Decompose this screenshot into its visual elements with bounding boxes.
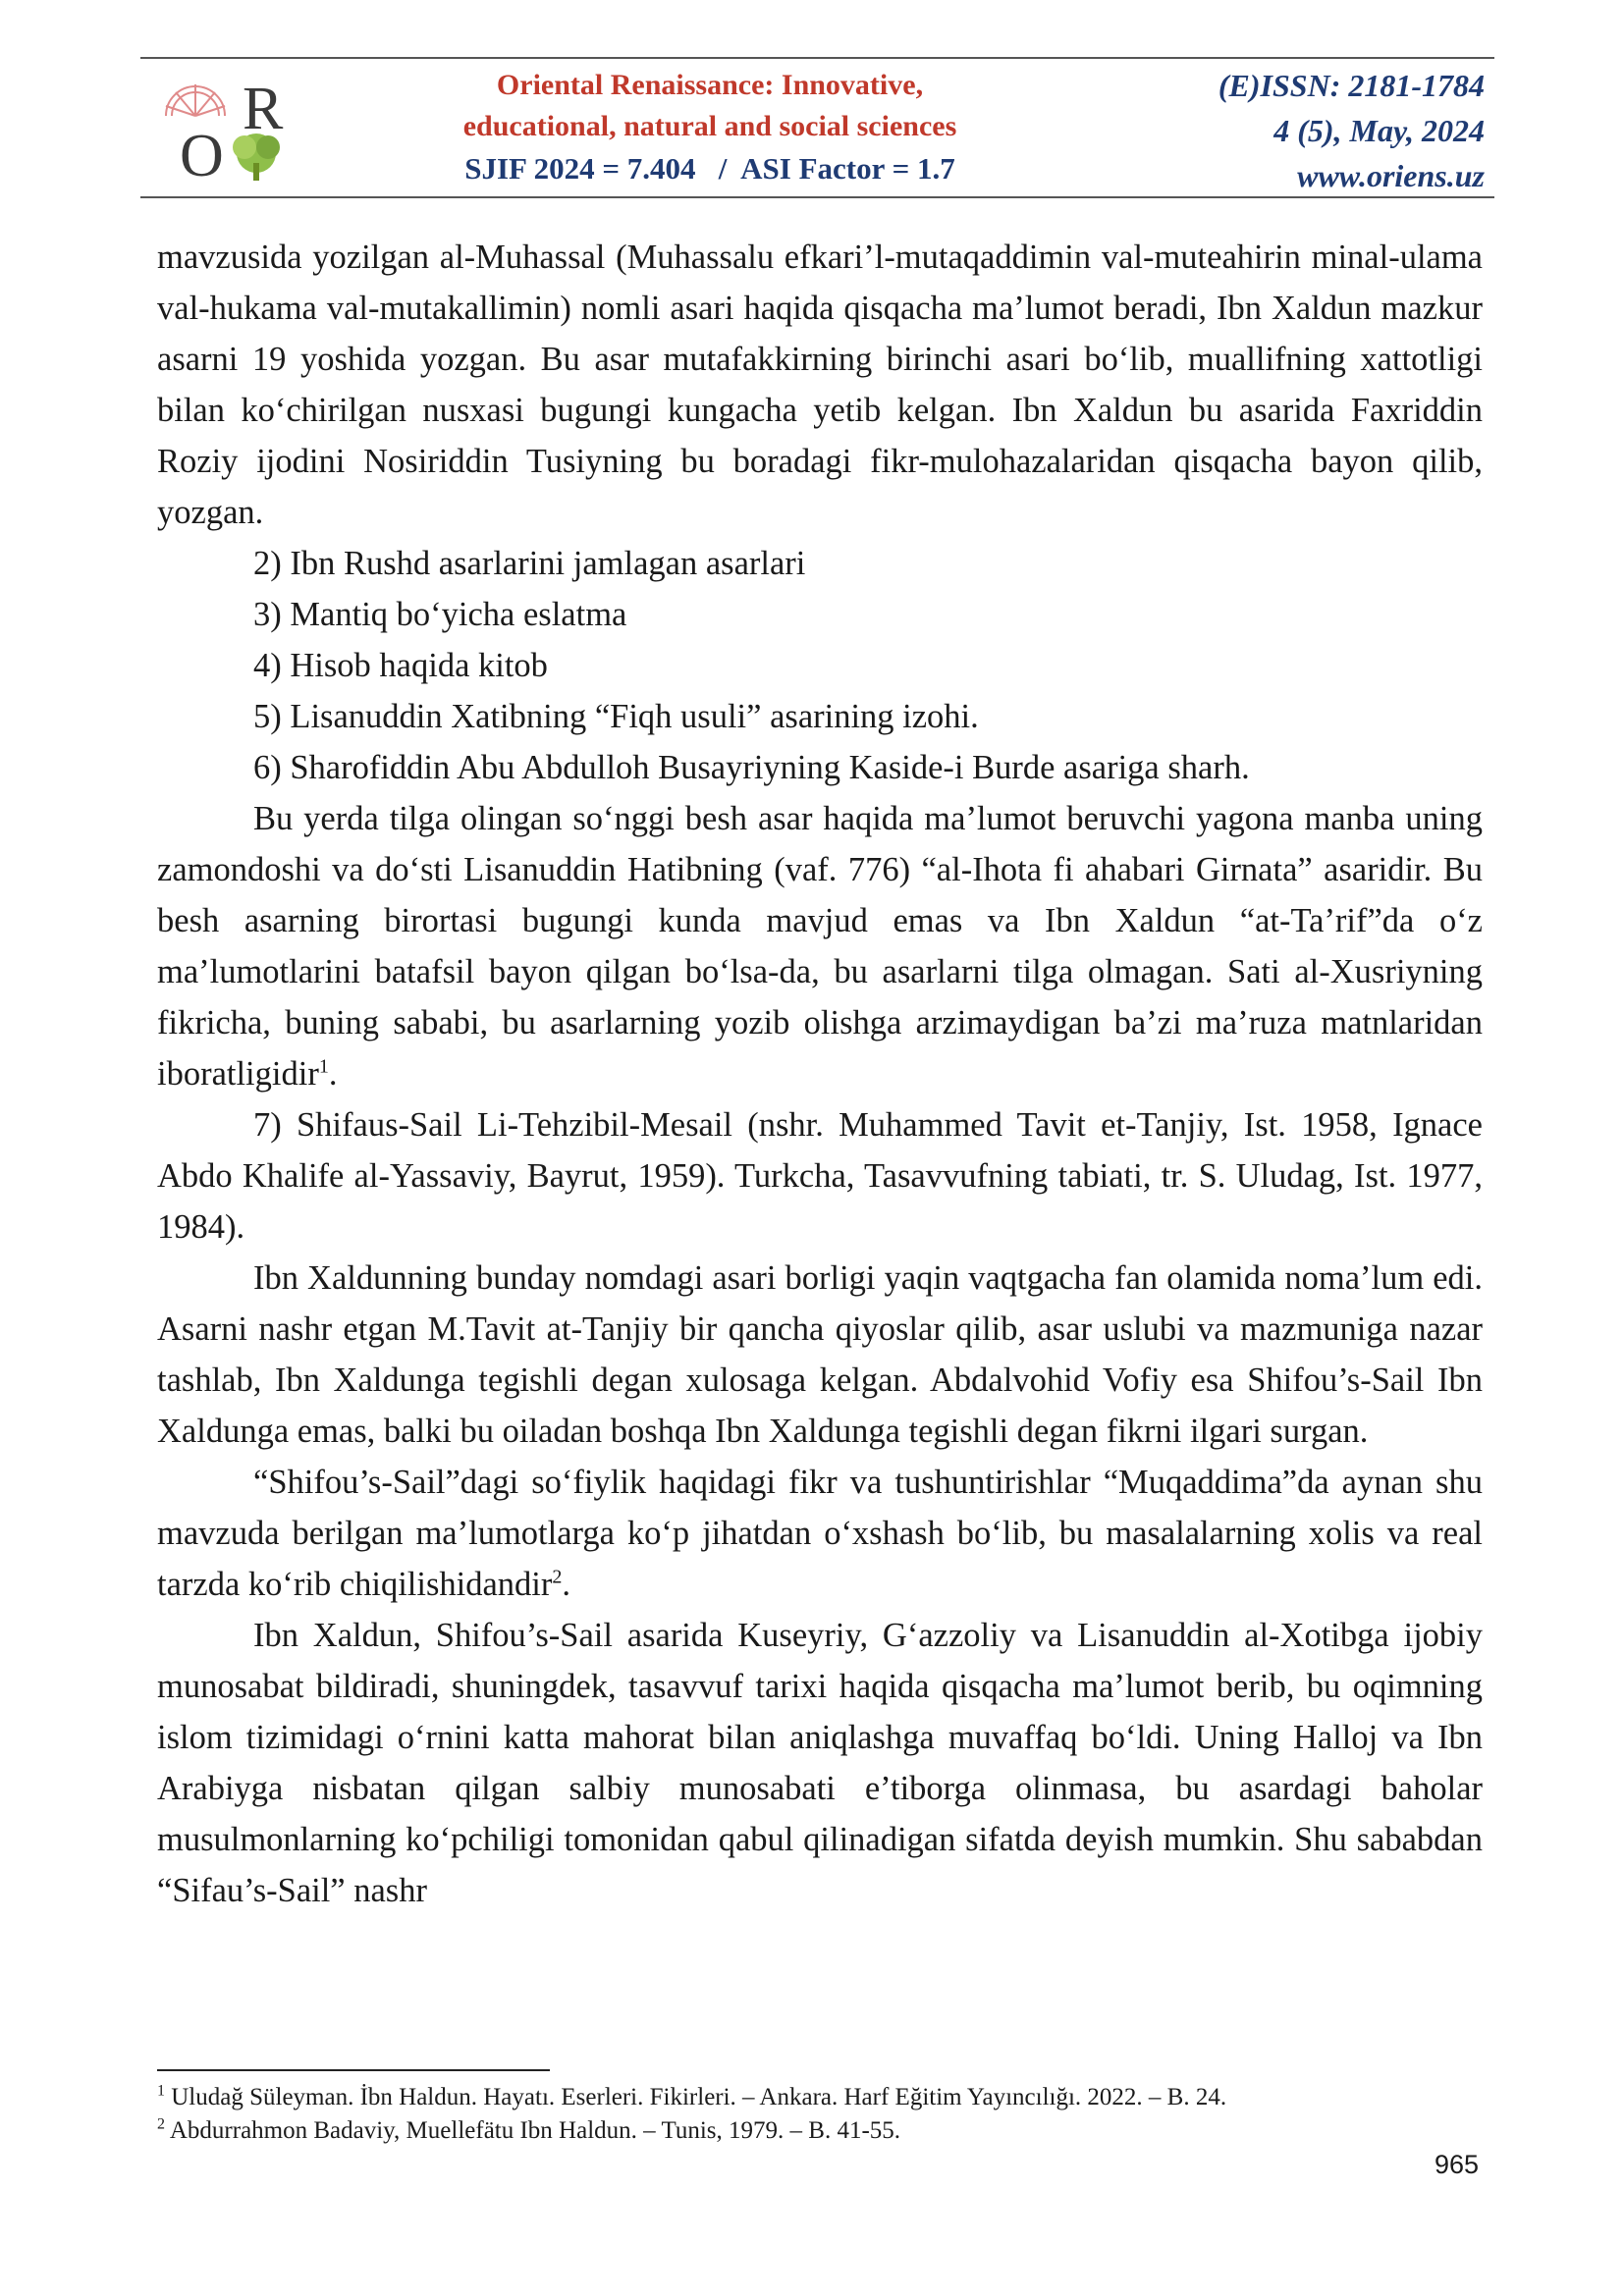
paragraph: mavzusida yozilgan al-Muhassal (Muhassalu efkari’l-mutaqaddimin val-muteahirin minal-ulama val-hukama val-mutakallimin) nomli asari haqida qisqacha ma’lumot beradi, Ibn Xaldun mazkur asarni 19 yoshida yozgan. Bu asar mutafakkirning birinchi asari bo‘lib, muallifning xattotligi bilan ko‘chirilgan nusxasi bugungi kungacha yetib kelgan. Ibn Xaldun bu asarida Faxriddin Roziy ijodini Nosiriddin Tusiyning bu boradagi fikr-mulohazalaridan qisqacha bayon qilib, yozgan.	[157, 239, 1483, 531]
paragraph-text: “Shifou’s-Sail”dagi so‘fiylik haqidagi fikr va tushuntirishlar “Muqaddima”da aynan shu mavzuda berilgan ma’lumotlarga ko‘p jihatdan o‘xshash bo‘lib, bu masalalarning xolis va real tarzda ko‘rib chiqilishidandir	[157, 1464, 1483, 1603]
footnote-separator	[157, 2069, 550, 2071]
article-body	[157, 232, 1483, 1916]
footnote-text: Abdurrahmon Badaviy, Muellefätu Ibn Haldun. – Tunis, 1979. – B. 41-55.	[165, 2117, 901, 2144]
issue-info: 4 (5), May, 2024	[1273, 113, 1485, 148]
page-number: 965	[1434, 2150, 1479, 2179]
journal-title-line2: educational, natural and social sciences	[462, 110, 957, 142]
footnotes	[157, 2081, 1483, 2148]
footnote-ref[interactable]: 2	[552, 1566, 563, 1588]
paragraph: “Shifou’s-Sail”dagi so‘fiylik haqidagi fikr va tushuntirishlar “Muqaddima”da aynan shu mavzuda berilgan ma’lumotlarga ko‘p jihatdan o‘xshash bo‘lib, bu masalalarning xolis va real tarzda ko‘rib chiqilishidandir$^2$.	[157, 1464, 1483, 1603]
journal-title	[455, 65, 965, 147]
journal-logo	[158, 73, 296, 187]
page-header	[140, 57, 1494, 200]
paragraph: Ibn Xaldunning bunday nomdagi asari borligi yaqin vaqtgacha fan olamida noma’lum edi. Asarni nashr etgan M.Tavit at-Tanjiy bir qancha qiyoslar qilib, asar uslubi va mazmuniga nazar tashlab, Ibn Xaldunga tegishli degan xulosaga kelgan. Abdalvohid Vofiy esa Shifou’s-Sail Ibn Xaldunga emas, balki bu oiladan boshqa Ibn Xaldunga tegishli degan fikrni ilgari surgan.	[157, 1259, 1483, 1450]
logo-letter-o: O	[180, 123, 224, 189]
issn: (E)ISSN: 2181-1784	[1218, 68, 1485, 103]
logo-letter-r: R	[243, 76, 284, 142]
list-item: 4) Hisob haqida kitob	[253, 647, 548, 684]
paragraph: Bu yerda tilga olingan so‘nggi besh asar haqida ma’lumot beruvchi yagona manba uning zamondoshi va do‘sti Lisanuddin Hatibning (vaf. 776) “al-Ihota fi ahabari Girnata” asaridir. Bu besh asarning birortasi bugungi kunda mavjud emas va Ibn Xaldun “at-Ta’rif”da o‘z ma’lumotlarini batafsil bayon qilgan bo‘lsa-da, bu asarlarni tilga olmagan. Sati al-Xusriyning fikricha, buning sababi, bu asarlarning yozib olishga arzimaydigan ba’zi ma’ruza matnlaridan iboratligidir$^1$.	[157, 800, 1483, 1093]
header-top-rule	[140, 57, 1494, 59]
journal-metrics: SJIF 2024 = 7.404 / ASI Factor = 1.7	[464, 151, 955, 186]
list-item: 2) Ibn Rushd asarlarini jamlagan asarlari	[253, 545, 806, 582]
list-item: 3) Mantiq bo‘yicha eslatma	[253, 596, 627, 633]
journal-title-line1: Oriental Renaissance: Innovative,	[496, 69, 924, 101]
journal-website-link[interactable]: www.oriens.uz	[1297, 158, 1485, 193]
list-item: 6) Sharofiddin Abu Abdulloh Busayriyning Kaside-i Burde asariga sharh.	[253, 749, 1250, 786]
paragraph-text: Bu yerda tilga olingan so‘nggi besh asar haqida ma’lumot beruvchi yagona manba uning zamondoshi va do‘sti Lisanuddin Hatibning (vaf. 776) “al-Ihota fi ahabari Girnata” asaridir. Bu besh asarning birortasi bugungi kunda mavjud emas va Ibn Xaldun “at-Ta’rif”da o‘z ma’lumotlarini batafsil bayon qilgan bo‘lsa-da, bu asarlarni tilga olmagan. Sati al-Xusriyning fikricha, buning sababi, bu asarlarning yozib olishga arzimaydigan ba’zi ma’ruza matnlaridan iboratligidir	[157, 800, 1483, 1093]
paragraph: 7) Shifaus-Sail Li-Tehzibil-Mesail (nshr. Muhammed Tavit et-Tanjiy, Ist. 1958, Ignace Abdo Khalife al-Yassaviy, Bayrut, 1959). Turkcha, Tasavvufning tabiati, tr. S. Uludag, Ist. 1977, 1984).	[157, 1106, 1483, 1246]
footnote-mark: 1	[157, 2082, 165, 2100]
journal-meta	[1218, 63, 1485, 198]
footnote-text: Uludağ Süleyman. İbn Haldun. Hayatı. Eserleri. Fikirleri. – Ankara. Harf Eğitim Yayıncılığı. 2022. – B. 24.	[165, 2084, 1227, 2110]
footnote-mark: 2	[157, 2115, 165, 2133]
footnote	[157, 2081, 1483, 2114]
header-bottom-rule	[140, 196, 1494, 198]
footnote	[157, 2114, 1483, 2148]
list-item: 5) Lisanuddin Xatibning “Fiqh usuli” asarining izohi.	[253, 698, 979, 735]
footnote-ref[interactable]: 1	[318, 1055, 329, 1078]
paragraph: Ibn Xaldun, Shifou’s-Sail asarida Kuseyriy, G‘azzoliy va Lisanuddin al-Xotibga ijobiy munosabat bildiradi, shuningdek, tasavvuf tarixi haqida qisqacha ma’lumot berib, bu oqimning islom tizimidagi o‘rnini katta mahorat bilan aniqlashga muvaffaq bo‘ldi. Uning Halloj va Ibn Arabiyga nisbatan qilgan salbiy munosabati e’tiborga olinmasa, bu asardagi baholar musulmonlarning ko‘pchiligi tomonidan qabul qilinadigan sifatda deyish mumkin. Shu sababdan “Sifau’s-Sail” nashr	[157, 1617, 1483, 1909]
